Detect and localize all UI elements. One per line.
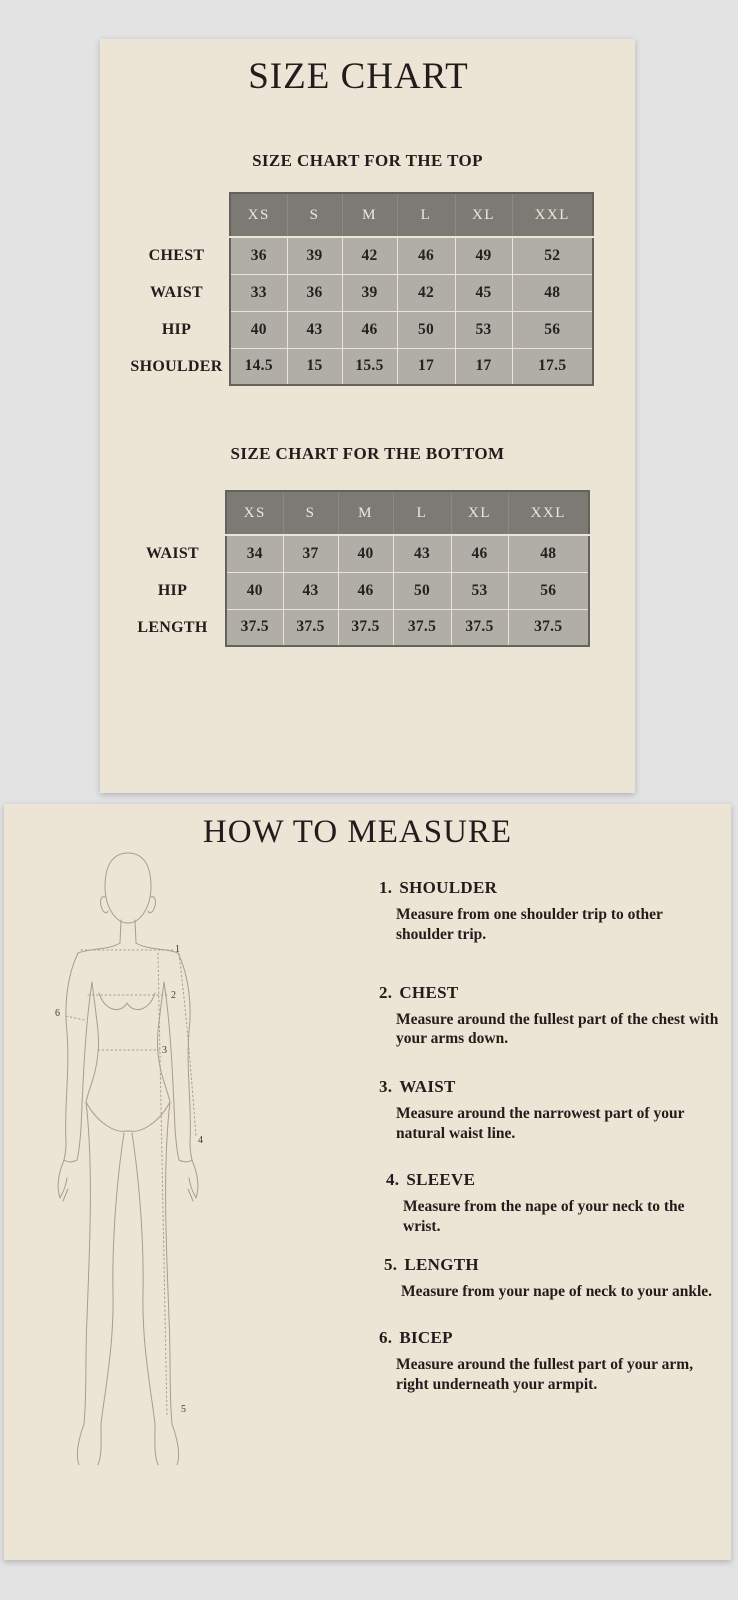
top-size-table [124,192,594,386]
column-header-xxl: XXL [508,491,589,535]
size-value-cell: 43 [287,311,342,348]
measure-item-number: 5. [384,1254,398,1274]
top-table-title: SIZE CHART FOR THE TOP [252,151,483,170]
size-value-cell: 53 [451,572,508,609]
row-label: SHOULDER [130,357,223,375]
measure-item-description: Measure from the nape of your neck to the wrist. [403,1197,685,1235]
measure-item-name: SHOULDER [399,878,498,897]
measure-item-number: 4. [386,1169,400,1189]
bicep-measure-line [66,1016,84,1020]
size-value-cell: 15.5 [342,348,397,385]
column-header-xs: XS [226,491,283,535]
column-header-m: M [338,491,393,535]
measure-item-description: Measure around the fullest part of your arm, right underneath your armpit. [396,1356,694,1394]
measure-item-heading [384,1255,723,1275]
figure-marker-chest: 2 [171,990,176,1001]
size-value-cell: 56 [508,572,589,609]
size-value-cell: 56 [512,311,593,348]
measure-item-sleeve [379,1170,723,1237]
measure-item-name: CHEST [399,982,459,1002]
figure-arms [58,953,198,1201]
column-header-s: S [283,491,338,535]
size-value-cell: 37.5 [393,609,451,646]
size-value-cell: 42 [342,237,397,274]
figure-head [78,853,178,953]
table-row-shoulder [124,348,593,385]
size-value-cell: 17 [455,348,512,385]
row-label: HIP [161,320,192,338]
column-header-l: L [397,193,455,237]
size-value-cell: 52 [512,237,593,274]
size-value-cell: 50 [397,311,455,348]
figure-marker-bicep: 6 [55,1008,60,1019]
size-value-cell: 36 [287,274,342,311]
column-header-m: M [342,193,397,237]
size-value-cell: 46 [451,535,508,572]
table-header-row [120,491,589,535]
measure-item-heading [386,1170,723,1190]
column-header-xs: XS [230,193,287,237]
size-value-cell: 43 [393,535,451,572]
size-value-cell: 46 [342,311,397,348]
table-row-waist [124,274,593,311]
size-value-cell: 14.5 [230,348,287,385]
size-value-cell: 37.5 [338,609,393,646]
measure-item-heading [379,1077,723,1097]
size-value-cell: 48 [508,535,589,572]
corner-cell [120,491,226,535]
size-value-cell: 45 [455,274,512,311]
figure-marker-shoulder: 1 [175,944,180,955]
size-value-cell: 49 [455,237,512,274]
measure-item-description: Measure around the fullest part of the chest with your arms down. [396,1010,719,1048]
size-value-cell: 50 [393,572,451,609]
table-row-hip [124,311,593,348]
figure-legs [77,1102,178,1465]
size-value-cell: 46 [397,237,455,274]
size-value-cell: 37.5 [508,609,589,646]
size-value-cell: 17 [397,348,455,385]
measure-item-heading [379,1328,723,1348]
measure-item-number: 1. [379,878,393,897]
size-value-cell: 37.5 [283,609,338,646]
measure-item-chest [379,983,723,1050]
measure-item-description: Measure from your nape of neck to your ankle. [401,1282,712,1300]
row-label: CHEST [148,246,205,264]
measure-item-name: LENGTH [404,1254,479,1274]
measure-instruction-list [379,878,723,1395]
column-header-xl: XL [451,491,508,535]
row-label: WAIST [145,544,200,562]
measure-item-waist [379,1077,723,1144]
size-chart-title: SIZE CHART [248,56,469,97]
size-value-cell: 40 [338,535,393,572]
column-header-xxl: XXL [512,193,593,237]
size-value-cell: 34 [226,535,283,572]
size-value-cell: 17.5 [512,348,593,385]
row-label: LENGTH [137,618,208,636]
measure-item-heading [379,983,723,1003]
table-row-chest [124,237,593,274]
size-value-cell: 33 [230,274,287,311]
size-value-cell: 37.5 [226,609,283,646]
figure-marker-sleeve: 4 [198,1135,203,1146]
corner-cell [124,193,230,237]
measure-item-name: WAIST [399,1077,456,1097]
measure-item-bicep [379,1328,723,1395]
figure-torso [86,982,170,1131]
figure-marker-waist: 3 [162,1045,167,1056]
figure-marker-length: 5 [181,1404,186,1415]
size-value-cell: 37 [283,535,338,572]
size-value-cell: 39 [342,274,397,311]
table-row-hip [120,572,589,609]
measure-item-name: SLEEVE [406,1169,476,1189]
size-value-cell: 46 [338,572,393,609]
size-value-cell: 40 [226,572,283,609]
measure-item-heading [379,878,723,898]
size-value-cell: 48 [512,274,593,311]
bottom-size-table [120,490,590,647]
measure-item-length [379,1255,723,1302]
measure-item-number: 2. [379,982,393,1002]
table-header-row [124,193,593,237]
bottom-table-title: SIZE CHART FOR THE BOTTOM [230,444,505,463]
body-figure-illustration [39,840,264,1465]
row-label: WAIST [149,283,204,301]
measure-item-shoulder [379,878,723,945]
how-to-measure-card [4,804,731,1560]
size-value-cell: 53 [455,311,512,348]
table-row-waist [120,535,589,572]
size-value-cell: 15 [287,348,342,385]
measure-item-name: BICEP [399,1328,453,1348]
size-value-cell: 40 [230,311,287,348]
measure-item-description: Measure around the narrowest part of your natural waist line. [396,1105,685,1143]
row-label: HIP [157,581,188,599]
column-header-l: L [393,491,451,535]
table-row-length [120,609,589,646]
measure-item-number: 6. [379,1328,393,1348]
size-value-cell: 42 [397,274,455,311]
measure-item-description: Measure from one shoulder trip to other shoulder trip. [396,906,663,943]
size-chart-card [100,39,635,793]
measure-item-number: 3. [379,1077,393,1097]
size-value-cell: 36 [230,237,287,274]
size-value-cell: 37.5 [451,609,508,646]
how-to-measure-title: HOW TO MEASURE [202,814,513,850]
column-header-xl: XL [455,193,512,237]
size-value-cell: 39 [287,237,342,274]
column-header-s: S [287,193,342,237]
size-value-cell: 43 [283,572,338,609]
